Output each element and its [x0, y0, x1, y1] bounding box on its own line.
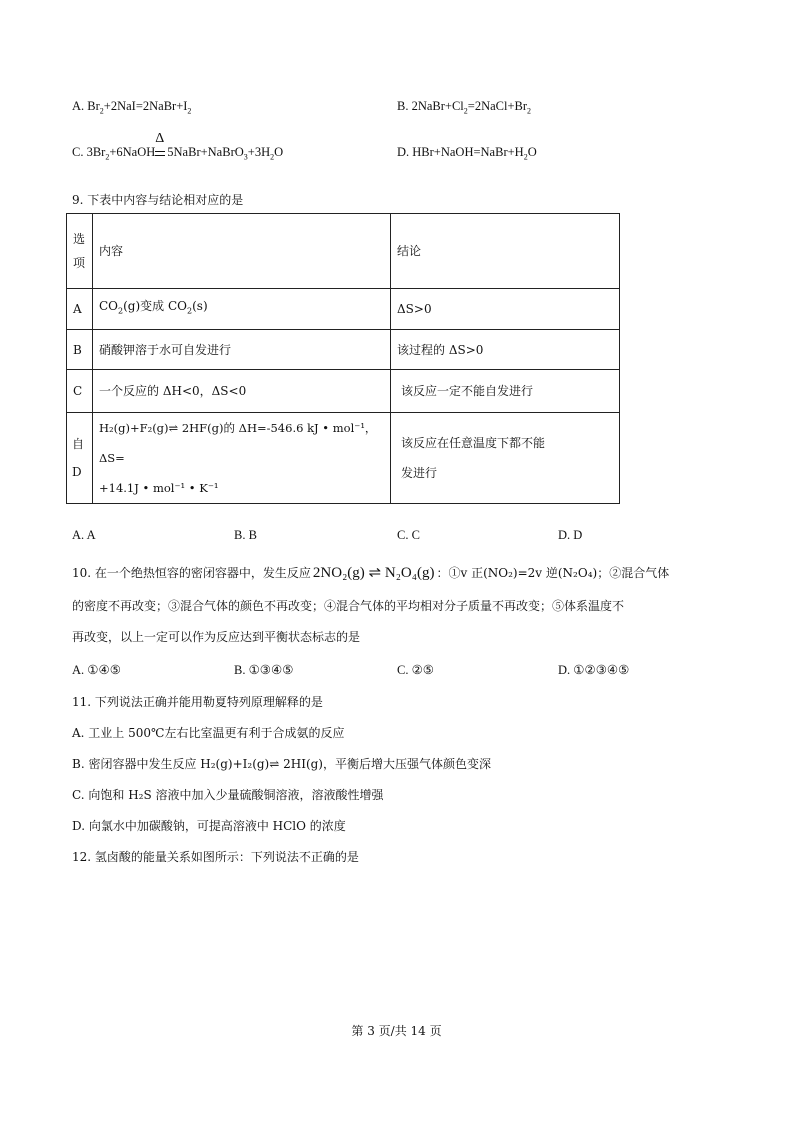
q11-option-a: A. 工业上 500℃左右比室温更有利于合成氨的反应	[72, 726, 345, 740]
q11-stem: 11. 下列说法正确并能用勒夏特列原理解释的是	[72, 695, 323, 709]
q10-line1: 10. 在一个绝热恒容的密闭容器中，发生反应 2NO₂(g) ⇌ N₂O₄(g) ：①v 正(NO₂)=2v 逆(N₂O₄)；②混合气体	[72, 565, 670, 581]
header-conclusion: 结论	[391, 214, 620, 289]
page-footer: 第 3 页/共 14 页	[351, 1024, 442, 1038]
table-row	[67, 370, 620, 413]
table-row	[67, 330, 620, 370]
q10-equation: 2NO₂(g) ⇌ N₂O₄(g)	[312, 565, 435, 581]
q10-line3: 再改变，以上一定可以作为反应达到平衡状态标志的是	[72, 630, 361, 644]
q9-choice-d: D. D	[558, 528, 583, 542]
q10-choice-b: B. ①③④⑤	[234, 663, 294, 677]
q9-table	[66, 213, 620, 504]
row-content: 一个反应的 ΔH<0，ΔS<0	[93, 370, 391, 413]
q8-option-b: B. $2NaBr+Cl_2=2NaCl+Br_2$	[397, 99, 532, 116]
row-content: $CO_2(g)$变成 $CO_2(s)$	[93, 289, 391, 330]
q9-choice-a: A. A	[72, 528, 96, 542]
row-conclusion: 该反应在任意温度下都不能 发进行	[391, 413, 620, 504]
row-conclusion: 该反应一定不能自发进行	[391, 370, 620, 413]
row-option: C	[67, 370, 93, 413]
row-option: B	[67, 330, 93, 370]
q10-choice-d: D. ①②③④⑤	[558, 663, 630, 677]
q8-option-d: D. $HBr+NaOH=NaBr+H_2O$	[397, 145, 537, 162]
q9-choice-b: B. B	[234, 528, 257, 542]
q10-choice-c: C. ②⑤	[397, 663, 434, 677]
row-conclusion: ΔS>0	[391, 289, 620, 330]
header-content: 内容	[93, 214, 391, 289]
q10-line2: 的密度不再改变；③混合气体的颜色不再改变；④混合气体的平均相对分子质量不再改变；⑤体系温度不	[72, 599, 625, 613]
table-header-row	[67, 214, 620, 289]
q10-choice-a: A. ①④⑤	[72, 663, 121, 677]
q12-stem: 12. 氢卤酸的能量关系如图所示：下列说法不正确的是	[72, 850, 359, 864]
q9-choice-c: C. C	[397, 528, 420, 542]
heat-symbol: Δ	[155, 131, 165, 146]
row-conclusion: 该过程的 ΔS>0	[391, 330, 620, 370]
row-option: A	[67, 289, 93, 330]
q9-stem: 9. 下表中内容与结论相对应的是	[72, 193, 244, 207]
q11-option-b: B. 密闭容器中发生反应 H₂(g)+I₂(g)⇌ 2HI(g)，平衡后增大压强气体颜色变深	[72, 757, 491, 771]
row-content: 硝酸钾溶于水可自发进行	[93, 330, 391, 370]
q11-option-c: C. 向饱和 H₂S 溶液中加入少量硫酸铜溶液，溶液酸性增强	[72, 788, 384, 802]
table-row	[67, 413, 620, 504]
row-content: H₂(g)+F₂(g)⇌ 2HF(g)的 ΔH=-546.6 kJ • mol⁻¹，ΔS= +14.1J • mol⁻¹ • K⁻¹	[93, 413, 391, 504]
q8-option-a: A. $Br_2+2NaI=2NaBr+I_2$	[72, 99, 192, 116]
header-option: 选 项	[67, 214, 93, 289]
q8-option-c: C. $3Br_2+6NaOH$ Δ $5NaBr+NaBrO_3+3H_2O$	[72, 131, 284, 162]
table-row	[67, 289, 620, 330]
q11-option-d: D. 向氯水中加碳酸钠，可提高溶液中 HClO 的浓度	[72, 819, 346, 833]
equals-sign	[155, 151, 165, 156]
row-option: 自 D	[67, 413, 93, 504]
